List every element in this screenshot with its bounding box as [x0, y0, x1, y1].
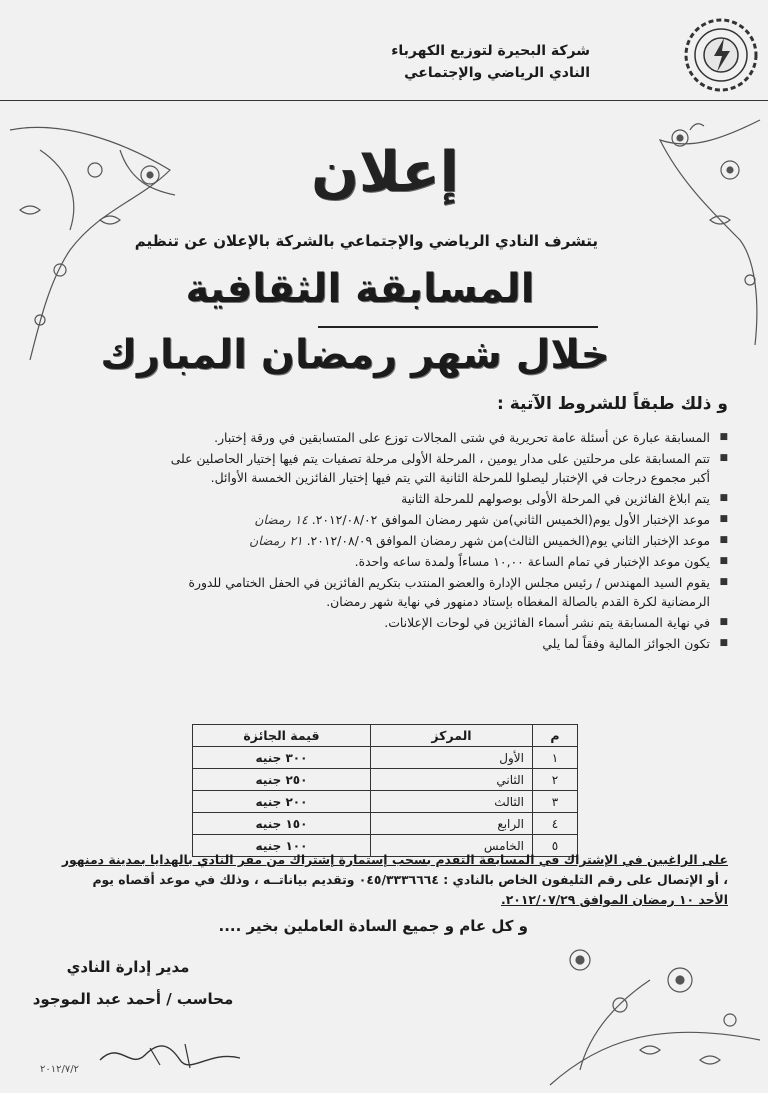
table-cell: الثاني	[371, 769, 533, 791]
table-cell: ١	[533, 747, 578, 769]
headline-ramadan: خلال شهر رمضان المبارك	[100, 332, 610, 378]
table-header: المركز	[371, 725, 533, 747]
table-cell: ١٠٠ جنيه	[193, 835, 371, 857]
signature-date: ٢٠١٢/٧/٢	[40, 1064, 79, 1075]
note-line: على الراغبين في الإشتراك في المسابقة التقدم بسحب إستمارة إشتراك من مقر النادي بالهدايا بمدينة دمنهور	[61, 852, 728, 867]
list-item	[168, 531, 728, 550]
handwritten-note: ٢١ رمضان	[249, 533, 303, 548]
table-cell: ٢٥٠ جنيه	[193, 769, 371, 791]
list-item: ■ في نهاية المسابقة يتم نشر أسماء الفائزين في لوحات الإعلانات.	[168, 613, 728, 632]
table-header: م	[533, 725, 578, 747]
headline-competition: المسابقة الثقافية	[185, 266, 535, 312]
organization-header	[290, 40, 590, 84]
club-name: النادي الرياضي والإجتماعي	[404, 65, 590, 81]
table-row	[193, 813, 578, 835]
table-row	[193, 747, 578, 769]
signatory-name: محاسب / أحمد عبد الموجود	[32, 990, 234, 1008]
conditions-list	[168, 428, 728, 655]
table-cell: الثالث	[371, 791, 533, 813]
header-divider	[0, 100, 768, 101]
note-line: الأحد ١٠ رمضان الموافق ٢٠١٢/٠٧/٢٩.	[501, 892, 728, 907]
table-cell: ٤	[533, 813, 578, 835]
table-cell: ٥	[533, 835, 578, 857]
floral-ornament-bottom	[540, 920, 768, 1093]
table-cell: ٢٠٠ جنيه	[193, 791, 371, 813]
registration-note	[8, 850, 728, 910]
signatory-title: مدير إدارة النادي	[66, 958, 190, 976]
list-item: ■ المسابقة عبارة عن أسئلة عامة تحريرية في شتى المجالات توزع على المتسابقين في ورقة إختبار.	[168, 428, 728, 447]
table-cell: ١٥٠ جنيه	[193, 813, 371, 835]
list-item	[168, 510, 728, 529]
announcement-title: إعلان	[311, 140, 459, 205]
handwritten-note: ١٤ رمضان	[254, 512, 308, 527]
list-item-text: موعد الإختبار الثاني يوم(الخميس الثالث)من شهر رمضان الموافق ٢٠١٢/٠٨/٠٩.	[306, 533, 710, 548]
company-logo-icon	[684, 18, 758, 92]
table-cell: الخامس	[371, 835, 533, 857]
list-item: ■ يكون موعد الإختبار في تمام الساعة ١٠,٠٠ مساءاً ولمدة ساعه واحدة.	[168, 552, 728, 571]
intro-text: يتشرف النادي الرياضي والإجتماعي بالشركة بالإعلان عن تنظيم	[134, 232, 598, 250]
list-item-text: موعد الإختبار الأول يوم(الخميس الثاني)من شهر رمضان الموافق ٢٠١٢/٠٨/٠٢.	[311, 512, 710, 527]
table-cell: ٢	[533, 769, 578, 791]
table-row	[193, 769, 578, 791]
org-name: شركة البحيرة لتوزيع الكهرباء	[391, 43, 590, 59]
headline-underline	[318, 326, 598, 328]
note-line: ، أو الإتصال على رقم التليفون الخاص بالنادي : ٠٤٥/٣٣٣٦٦٦٤ وتقديم بياناتــه ، وذلك في موعد أقصاه يوم	[92, 872, 728, 887]
table-cell: الأول	[371, 747, 533, 769]
table-header-row	[193, 725, 578, 747]
table-cell: الرابع	[371, 813, 533, 835]
handwritten-signature	[90, 1030, 250, 1080]
conditions-title: و ذلك طبقاً للشروط الآتية :	[496, 394, 728, 414]
table-cell: ٣	[533, 791, 578, 813]
table-row	[193, 791, 578, 813]
floral-ornament-right	[620, 110, 768, 350]
table-cell: ٣٠٠ جنيه	[193, 747, 371, 769]
table-header: قيمة الجائزة	[193, 725, 371, 747]
list-item: ■ يقوم السيد المهندس / رئيس مجلس الإدارة والعضو المنتدب بتكريم الفائزين في الحفل الختامي للدورة الرمضانية لكرة القدم بالصالة المغطاه بإستاد دمنهور في نهاية شهر رمضان.	[168, 573, 728, 611]
prize-table	[192, 724, 578, 857]
list-item: ■ يتم ابلاغ الفائزين في المرحلة الأولى بوصولهم للمرحلة الثانية	[168, 489, 728, 508]
list-item: ■ تكون الجوائز المالية وفقاً لما يلي	[168, 634, 728, 653]
closing-greeting: و كل عام و جميع السادة العاملين بخير ....	[218, 917, 528, 935]
list-item: ■ تتم المسابقة على مرحلتين على مدار يومين ، المرحلة الأولى مرحلة تصفيات يتم فيها إختيار الحاصلين على أكبر مجموع درجات في الإختبار ليصلوا للمرحلة الثانية التي يتم فيها إختيار الفائزين الخمسة الأوائل.	[168, 449, 728, 487]
